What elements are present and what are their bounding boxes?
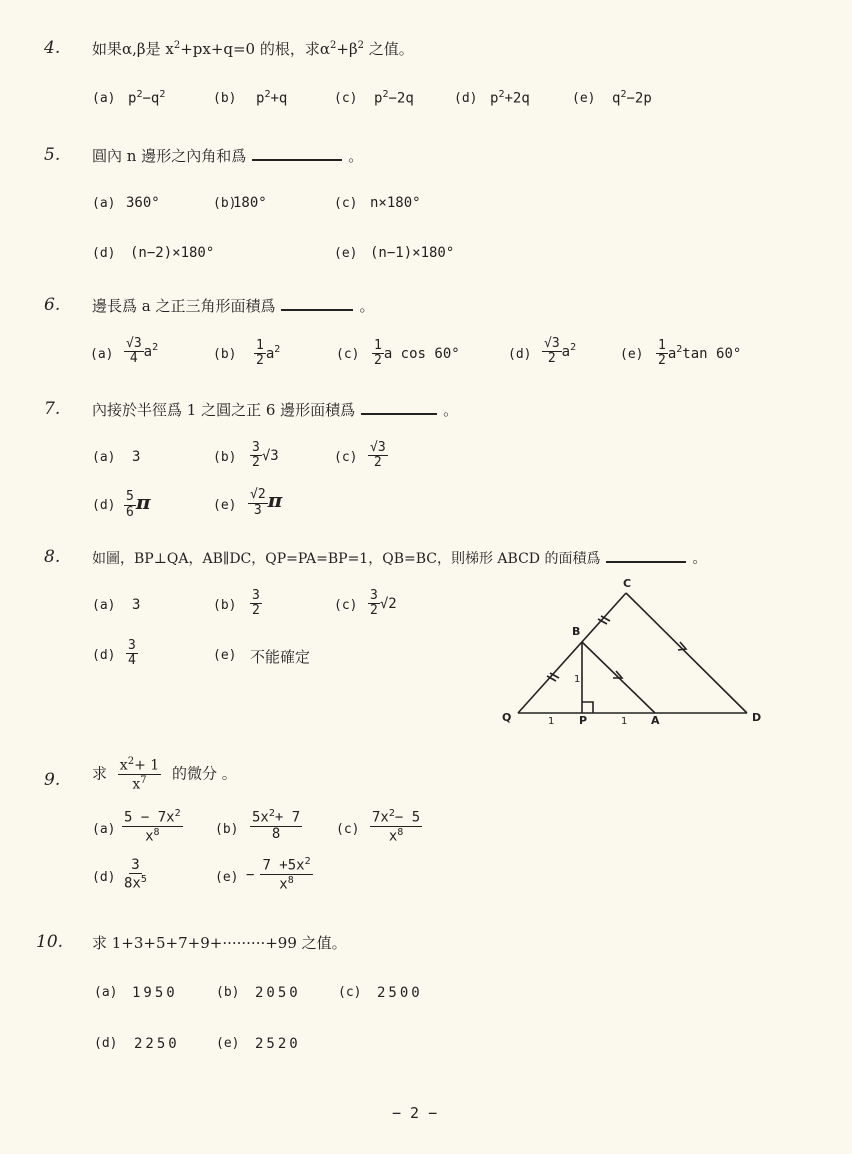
question-8-text: 如圖，BP⊥QA，AB∥DC，QP=PA=BP=1，QB=BC，則梯形 ABCD 的面積爲 。 — [92, 551, 707, 567]
q8-option-d: $\frac{3}{4}$ — [128, 638, 136, 669]
q6-option-b-label: (b) — [213, 347, 237, 362]
q6-option-a: $\frac{√3}{4}$ $a^2$ — [126, 336, 159, 367]
vertex-label-q: Q — [502, 711, 512, 724]
q5-option-a-label: (a) — [92, 196, 116, 211]
question-number-5: 5. — [44, 145, 61, 165]
q9-option-a: $\frac{5 - 7x^2}{x^8}$ — [124, 808, 181, 845]
vertex-label-a: A — [651, 714, 660, 727]
right-angle-mark — [582, 702, 593, 713]
q4-option-d: $p^2+2q$ — [490, 89, 530, 107]
question-number-4: 4. — [44, 38, 61, 58]
q9-option-d-label: (d) — [92, 870, 116, 885]
q8-option-d-label: (d) — [92, 648, 116, 663]
q7-option-c: $\frac{√3}{2}$ — [370, 440, 386, 471]
question-4-text: 如果α,β是 $x^2+px+q=0$ 的根，求$\alpha^2+\beta^2$ 之值。 — [92, 40, 414, 58]
q8-option-c-label: (c) — [334, 598, 358, 613]
question-number-10: 10. — [36, 932, 64, 952]
vertex-label-p: P — [579, 714, 588, 727]
page-number: − 2 − — [392, 1104, 438, 1122]
q7-option-d: $\frac{5}{6}$ π — [126, 489, 151, 520]
q10-option-e: 2520 — [255, 1036, 301, 1052]
q5-option-d: (n−2)×180° — [130, 245, 215, 261]
question-9-text: 求 $\frac{x^2+ 1}{x^7}$ 的微分 。 — [92, 756, 237, 793]
q10-option-d: 2250 — [134, 1036, 180, 1052]
q5-option-b: 180° — [233, 195, 267, 211]
q8-option-e: 不能確定 — [250, 648, 311, 666]
q8-option-a: 3 — [132, 597, 141, 613]
q10-option-b: 2050 — [255, 985, 301, 1001]
q6-option-d-label: (d) — [508, 347, 532, 362]
length-label-pa: 1 — [621, 716, 628, 727]
q6-option-b: $\frac{1}{2}$ $a^2$ — [256, 338, 281, 369]
question-number-7: 7. — [44, 399, 61, 419]
trapezoid-figure — [490, 572, 770, 732]
q4-option-a: $p^2-q^2$ — [128, 89, 166, 107]
question-10-text: 求 1+3+5+7+9+·········+99 之值。 — [92, 934, 347, 952]
q8-option-b: $\frac{3}{2}$ — [252, 588, 260, 619]
q9-option-b: $\frac{5x^2+ 7}{8}$ — [252, 808, 301, 843]
q5-option-e-label: (e) — [334, 246, 358, 261]
q4-option-b-label: (b) — [213, 91, 237, 106]
q9-option-c: $\frac{7x^2- 5}{x^8}$ — [372, 808, 421, 845]
q4-option-b: $p^2+q$ — [256, 89, 288, 107]
vertex-label-d: D — [752, 711, 762, 724]
vertex-label-b: B — [572, 625, 581, 638]
q6-option-c: $\frac{1}{2}$ a cos 60° — [374, 338, 460, 369]
q5-option-c: n×180° — [370, 195, 421, 211]
question-7-text: 內接於半徑爲 1 之圓之正 6 邊形面積爲 。 — [92, 401, 459, 419]
question-number-8: 8. — [44, 547, 61, 567]
question-number-9: 9. — [44, 770, 61, 790]
q5-option-e: (n−1)×180° — [370, 245, 455, 261]
q9-option-b-label: (b) — [215, 822, 239, 837]
q6-option-a-label: (a) — [90, 347, 114, 362]
question-6-text: 邊長爲 a 之正三角形面積爲 。 — [92, 297, 375, 315]
q10-option-c: 2500 — [377, 985, 423, 1001]
q4-option-c-label: (c) — [334, 91, 358, 106]
q7-option-d-label: (d) — [92, 498, 116, 513]
length-label-qp: 1 — [548, 716, 555, 727]
q4-option-e: $q^2-2p$ — [612, 89, 652, 107]
q10-option-b-label: (b) — [216, 985, 240, 1000]
q9-option-c-label: (c) — [336, 822, 360, 837]
segment-cd — [626, 593, 747, 713]
question-number-6: 6. — [44, 295, 61, 315]
q7-option-b-label: (b) — [213, 450, 237, 465]
q10-option-d-label: (d) — [94, 1036, 118, 1051]
q6-option-c-label: (c) — [336, 347, 360, 362]
q4-option-e-label: (e) — [572, 91, 596, 106]
q8-option-b-label: (b) — [213, 598, 237, 613]
q9-option-a-label: (a) — [92, 822, 116, 837]
q7-option-b: $\frac{3}{2}$ √3 — [252, 440, 279, 471]
q6-option-d: $\frac{√3}{2}$ $a^2$ — [544, 336, 577, 367]
q4-option-d-label: (d) — [454, 91, 478, 106]
q5-option-b-label: (b) — [213, 196, 237, 211]
q10-option-a: 1950 — [132, 985, 178, 1001]
q8-option-c: $\frac{3}{2}$ √2 — [370, 588, 397, 619]
q4-option-c: $p^2-2q$ — [374, 89, 414, 107]
q8-option-a-label: (a) — [92, 598, 116, 613]
q5-option-a: 360° — [126, 195, 160, 211]
q7-option-e-label: (e) — [213, 498, 237, 513]
segment-qc — [518, 593, 626, 713]
q10-option-c-label: (c) — [338, 985, 362, 1000]
q9-option-e: − $\frac{7 +5x^2}{x^8}$ — [246, 856, 311, 893]
q5-option-d-label: (d) — [92, 246, 116, 261]
q9-option-e-label: (e) — [215, 870, 239, 885]
vertex-label-c: C — [623, 577, 632, 590]
q10-option-e-label: (e) — [216, 1036, 240, 1051]
length-label-bp: 1 — [574, 674, 581, 685]
q9-option-d: $\frac{3}{8x^5}$ — [124, 857, 147, 893]
q7-option-a-label: (a) — [92, 450, 116, 465]
q8-option-e-label: (e) — [213, 648, 237, 663]
question-5-text: 圓內 n 邊形之內角和爲 。 — [92, 147, 364, 165]
q10-option-a-label: (a) — [94, 985, 118, 1000]
q6-option-e-label: (e) — [620, 347, 644, 362]
q7-option-a: 3 — [132, 449, 141, 465]
q5-option-c-label: (c) — [334, 196, 358, 211]
q4-option-a-label: (a) — [92, 91, 116, 106]
q7-option-e: $\frac{√2}{3}$ π — [250, 487, 283, 518]
q6-option-e: $\frac{1}{2}$ $a^2\tan$ 60° — [658, 338, 742, 369]
q7-option-c-label: (c) — [334, 450, 358, 465]
